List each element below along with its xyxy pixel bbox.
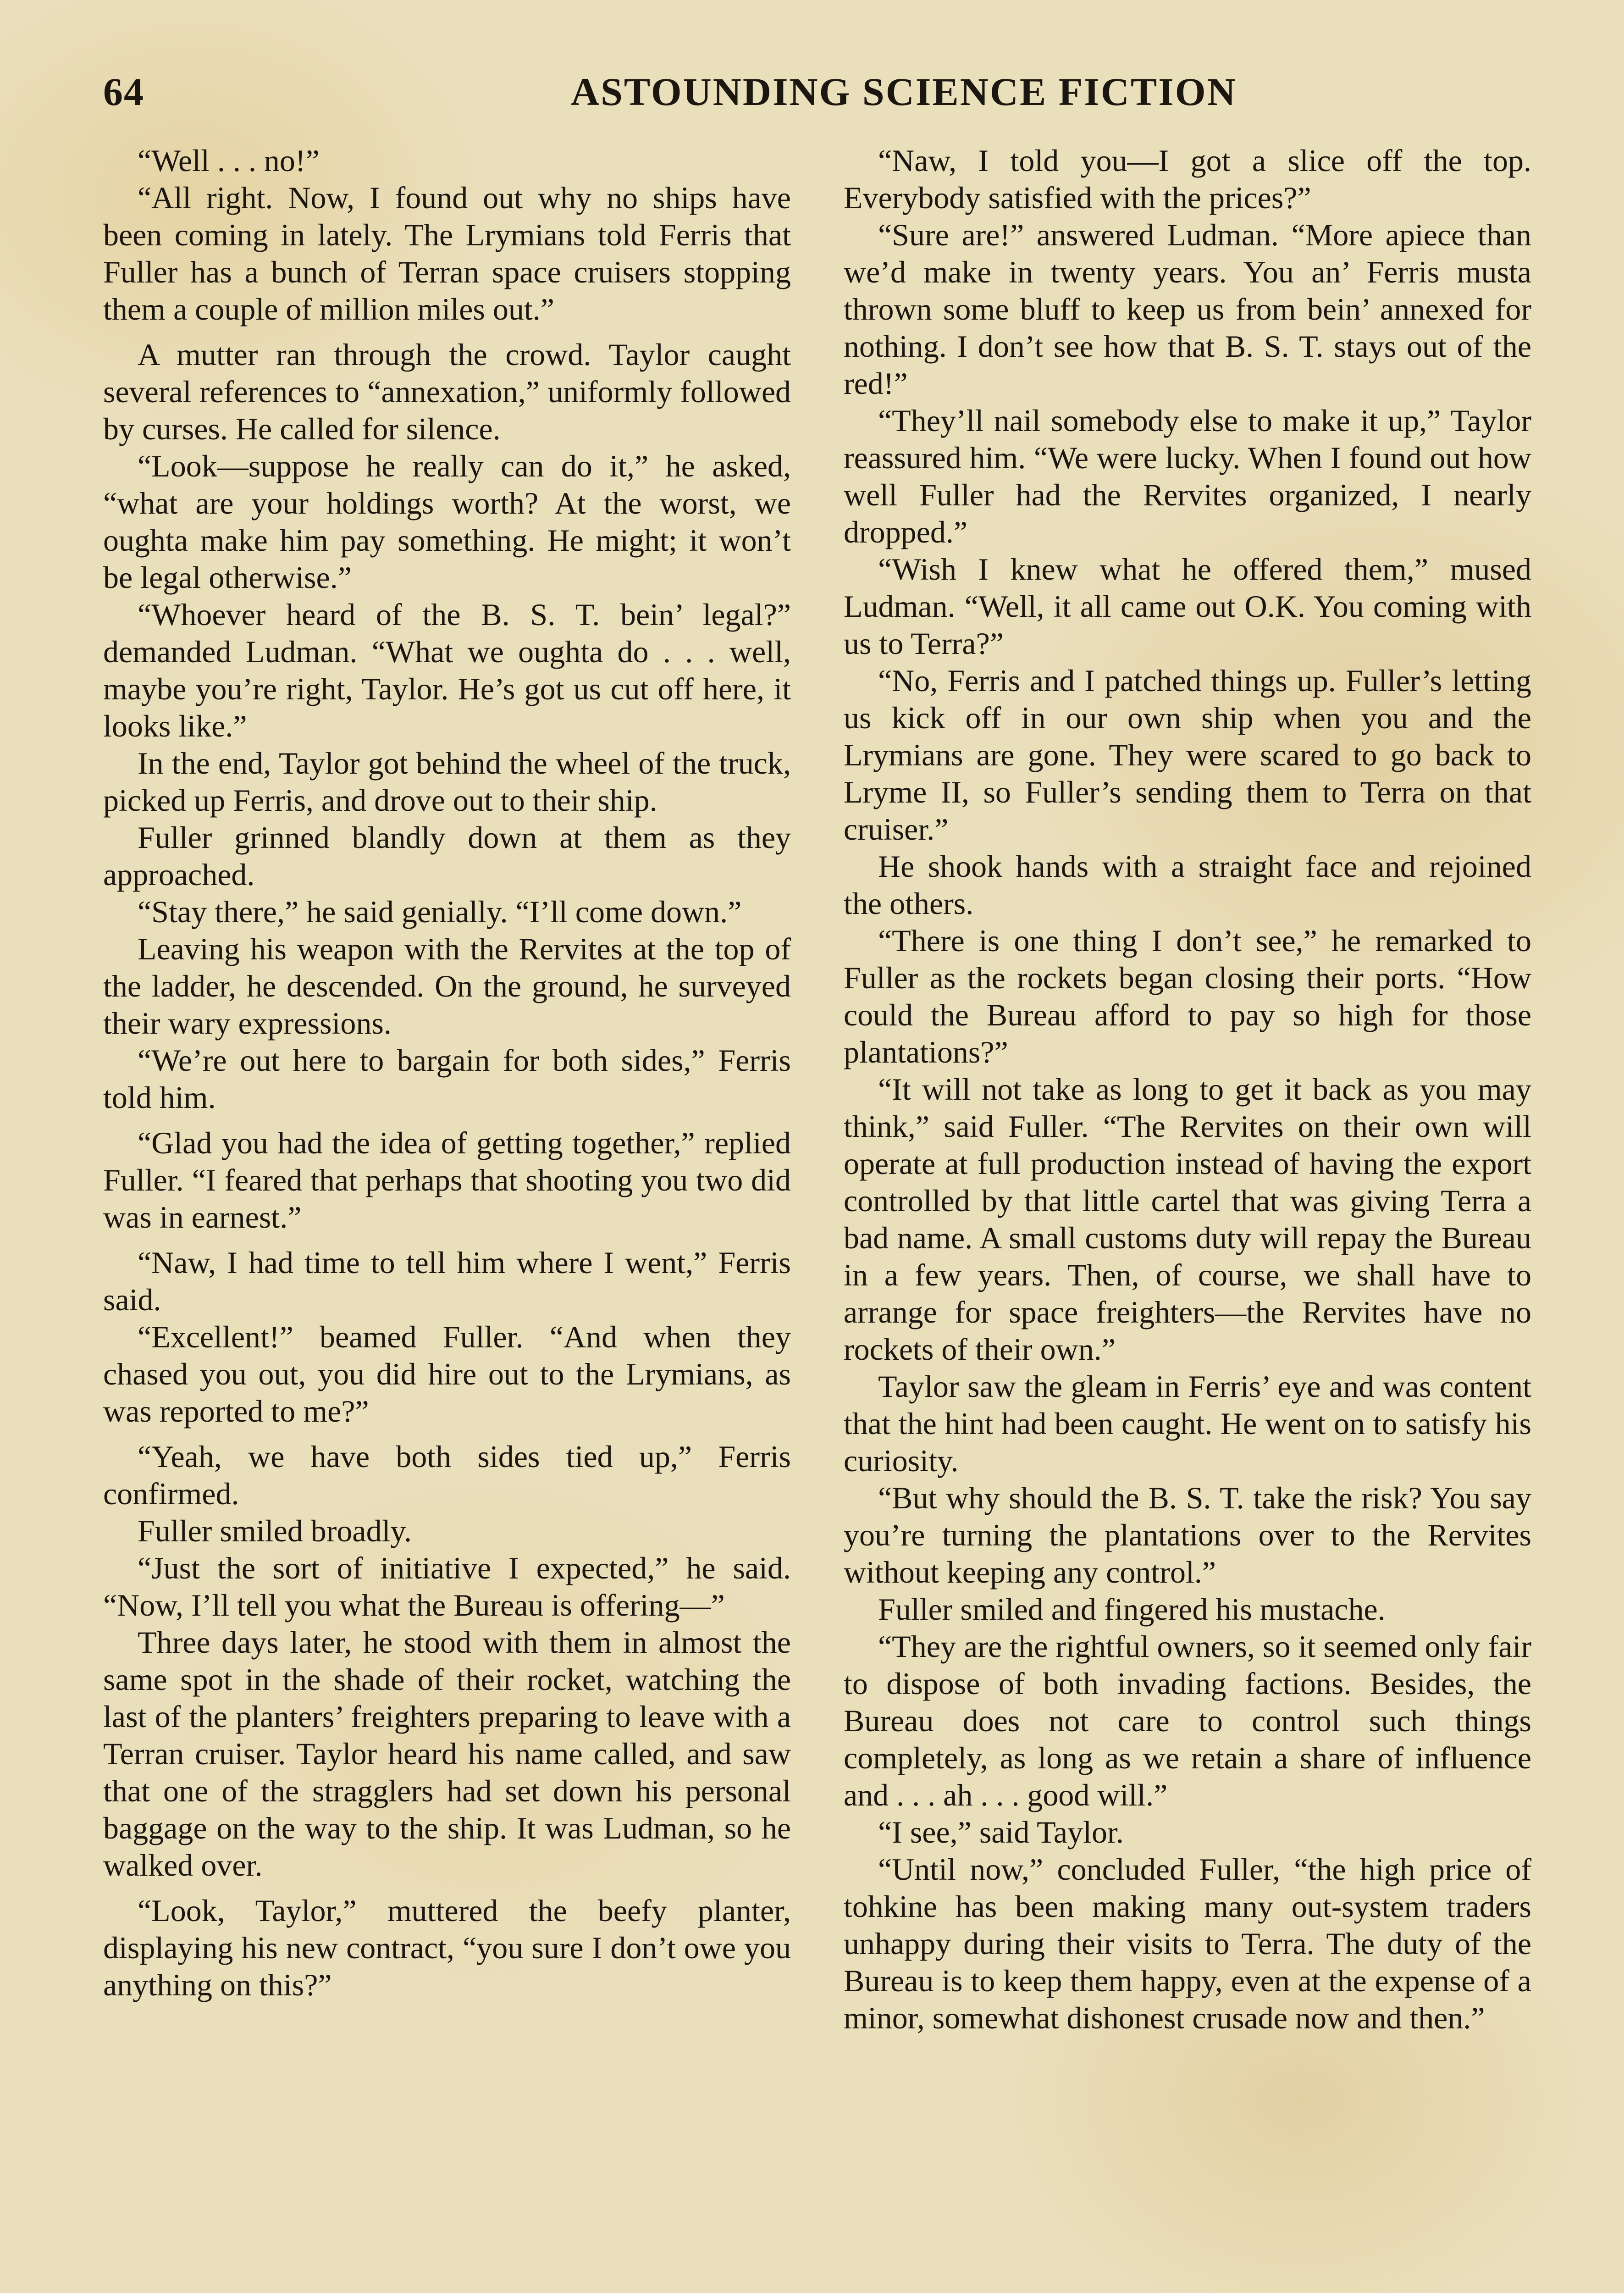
page-number: 64	[103, 70, 144, 114]
paragraph: “Whoever heard of the B. S. T. bein’ legal?” demanded Ludman. “What we oughta do . . . well, maybe you’re right, Taylor. He’s got us cut off here, it looks like.”	[103, 597, 791, 743]
paragraph: “Glad you had the idea of getting together,” replied Fuller. “I feared that perhaps that shooting you two did was in earnest.”	[103, 1125, 791, 1235]
paragraph: Three days later, he stood with them in almost the same spot in the shade of their rocket, watching the last of the planters’ freighters preparing to leave with a Terran cruiser. Taylor heard his name called, and saw that one of the stragglers had set down his personal baggage on the way to the ship. It was Ludman, so he walked over.	[103, 1625, 791, 1883]
paragraph: “Excellent!” beamed Fuller. “And when they chased you out, you did hire out to the Lrymians, as was reported to me?”	[103, 1319, 791, 1429]
paragraph: “Yeah, we have both sides tied up,” Ferris confirmed.	[103, 1439, 791, 1511]
paragraph: “But why should the B. S. T. take the risk? You say you’re turning the plantations over to the Rervites without keeping any control.”	[844, 1480, 1531, 1590]
paragraph: A mutter ran through the crowd. Taylor caught several references to “annexation,” uniformly followed by curses. He called for silence.	[103, 337, 791, 446]
paragraph: “Naw, I had time to tell him where I went,” Ferris said.	[103, 1245, 791, 1317]
left-column	[103, 142, 791, 2004]
paragraph: Leaving his weapon with the Rervites at the top of the ladder, he descended. On the ground, he surveyed their wary expressions.	[103, 931, 791, 1041]
paragraph: “Look, Taylor,” muttered the beefy planter, displaying his new contract, “you sure I don’t owe you anything on this?”	[103, 1893, 791, 2002]
paragraph: Taylor saw the gleam in Ferris’ eye and was content that the hint had been caught. He went on to satisfy his curiosity.	[844, 1369, 1531, 1478]
paragraph: “It will not take as long to get it back as you may think,” said Fuller. “The Rervites on their own will operate at full production instead of having the export controlled by that little cartel that was giving Terra a bad name. A small customs duty will repay the Bureau in a few years. Then, of course, we shall have to arrange for space freighters—the Rervites have no rockets of their own.”	[844, 1072, 1531, 1367]
running-title: ASTOUNDING SCIENCE FICTION	[571, 70, 1237, 114]
paragraph: Fuller grinned blandly down at them as they approached.	[103, 820, 791, 892]
right-column	[844, 142, 1531, 2037]
page-header	[103, 69, 1521, 124]
paragraph: “They are the rightful owners, so it seemed only fair to dispose of both invading factions. Besides, the Bureau does not care to control such things completely, as long as we retain a share of influence and . . . ah . . . good will.”	[844, 1629, 1531, 1812]
paragraph: “Naw, I told you—I got a slice off the top. Everybody satisfied with the prices?”	[844, 143, 1531, 215]
paragraph: “I see,” said Taylor.	[878, 1815, 1124, 1850]
paragraph: In the end, Taylor got behind the wheel of the truck, picked up Ferris, and drove out to their ship.	[103, 746, 791, 818]
paragraph: “Well . . . no!”	[138, 143, 320, 178]
paragraph: “There is one thing I don’t see,” he remarked to Fuller as the rockets began closing their ports. “How could the Bureau afford to pay so high for those plantations?”	[844, 923, 1531, 1069]
paragraph: “Just the sort of initiative I expected,” he said. “Now, I’ll tell you what the Bureau is offering—”	[103, 1551, 791, 1623]
paragraph: Fuller smiled and fingered his mustache.	[878, 1592, 1386, 1627]
paragraph: He shook hands with a straight face and rejoined the others.	[844, 849, 1531, 921]
paragraph: “They’ll nail somebody else to make it up,” Taylor reassured him. “We were lucky. When I found out how well Fuller had the Rervites organized, I nearly dropped.”	[844, 403, 1531, 549]
paragraph: “We’re out here to bargain for both sides,” Ferris told him.	[103, 1043, 791, 1115]
paragraph: Fuller smiled broadly.	[138, 1513, 412, 1548]
paragraph: “Stay there,” he said genially. “I’ll come down.”	[138, 894, 742, 929]
paragraph: “Sure are!” answered Ludman. “More apiece than we’d make in twenty years. You an’ Ferris musta thrown some bluff to keep us from bein’ annexed for nothing. I don’t see how that B. S. T. stays out of the red!”	[844, 217, 1531, 401]
paragraph: “Look—suppose he really can do it,” he asked, “what are your holdings worth? At the worst, we oughta make him pay something. He might; it won’t be legal otherwise.”	[103, 449, 791, 595]
paragraph: “All right. Now, I found out why no ships have been coming in lately. The Lrymians told Ferris that Fuller has a bunch of Terran space cruisers stopping them a couple of million miles out.”	[103, 180, 791, 327]
paragraph: “Until now,” concluded Fuller, “the high price of tohkine has been making many out-system traders unhappy during their visits to Terra. The duty of the Bureau is to keep them happy, even at the expense of a minor, somewhat dishonest crusade now and then.”	[844, 1852, 1531, 2035]
paragraph: “Wish I knew what he offered them,” mused Ludman. “Well, it all came out O.K. You coming with us to Terra?”	[844, 552, 1531, 661]
paragraph: “No, Ferris and I patched things up. Fuller’s letting us kick off in our own ship when you and the Lrymians are gone. They were scared to go back to Lryme II, so Fuller’s sending them to Terra on that cruiser.”	[844, 663, 1531, 847]
